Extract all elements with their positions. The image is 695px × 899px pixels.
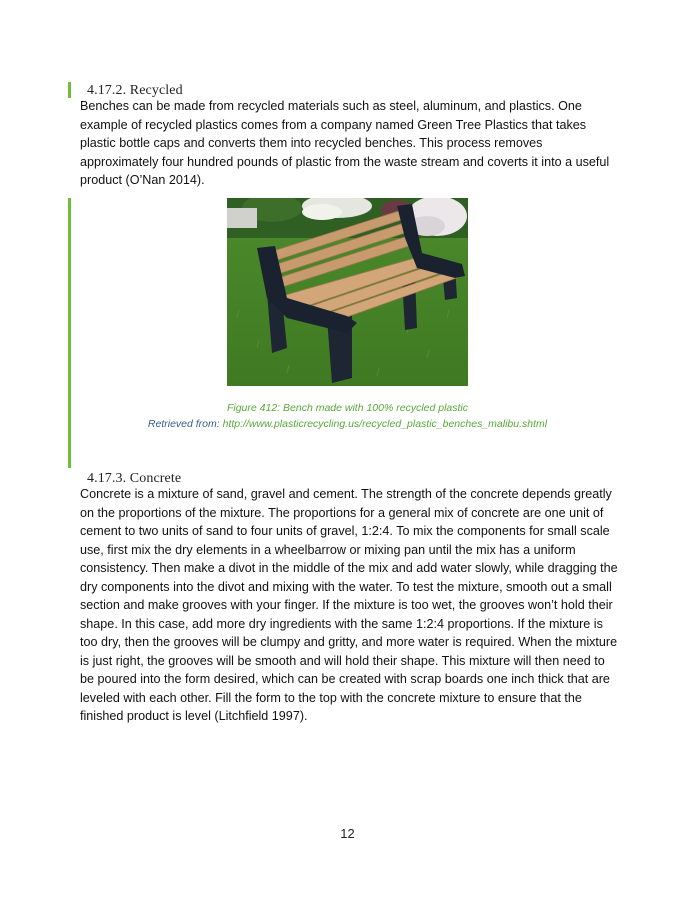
section-body-concrete: Concrete is a mixture of sand, gravel and cement. The strength of the concrete depends greatly on the proportions of the mixture. The proportions for a general mix of concrete are one unit of cement to two units of sand to four units of gravel, 1:2:4. To mix the components for small scale use, first mix the dry elements in a wheelbarrow or mixing pan until the mix has a uniform consistency. Then make a divot in the middle of the mix and add water slowly, while dragging the dry components into the divot and mixing with the water. To test the mixture, smooth out a small section and make grooves with your finger. If the mixture is too wet, the grooves won’t hold their shape. In this case, add more dry ingredients with the same 1:2:4 proportions. If the mixture is too dry, then the grooves will be clumpy and gritty, and more water is required. When the mixture is just right, the grooves will be smooth and will hold their shape. This mixture will then need to be poured into the form desired, which can be created with scrap boards one inch thick that are leveled with each other. Fill the form to the top with the concrete mixture to ensure that the finished product is level (Litchfield 1997). [80, 487, 618, 723]
figure-source-label: Retrieved from: [147, 418, 223, 430]
figure-source [0, 418, 695, 430]
figure-caption-number: 412 [259, 402, 278, 414]
page-number: 12 [340, 826, 355, 841]
section-heading-recycled: 4.17.2. Recycled [87, 83, 183, 98]
section-marker-bar [68, 82, 71, 98]
bench-photo [227, 198, 468, 386]
figure-caption [0, 402, 695, 414]
figure-caption-text: : Bench made with 100% recycled plastic [277, 402, 469, 414]
section-heading-concrete: 4.17.3. Concrete [87, 471, 182, 486]
figure-caption-prefix: Figure [226, 402, 260, 414]
figure-source-link[interactable]: http://www.plasticrecycling.us/recycled_plastic_benches_malibu.shtml [222, 418, 548, 430]
section-body-recycled: Benches can be made from recycled materials such as steel, aluminum, and plastics. One example of recycled plastics comes from a company named Green Tree Plastics that takes plastic bottle caps and converts them into recycled benches. This process removes approximately four hundred pounds of plastic from the waste stream and coverts it into a useful product (O’Nan 2014). [80, 99, 610, 187]
